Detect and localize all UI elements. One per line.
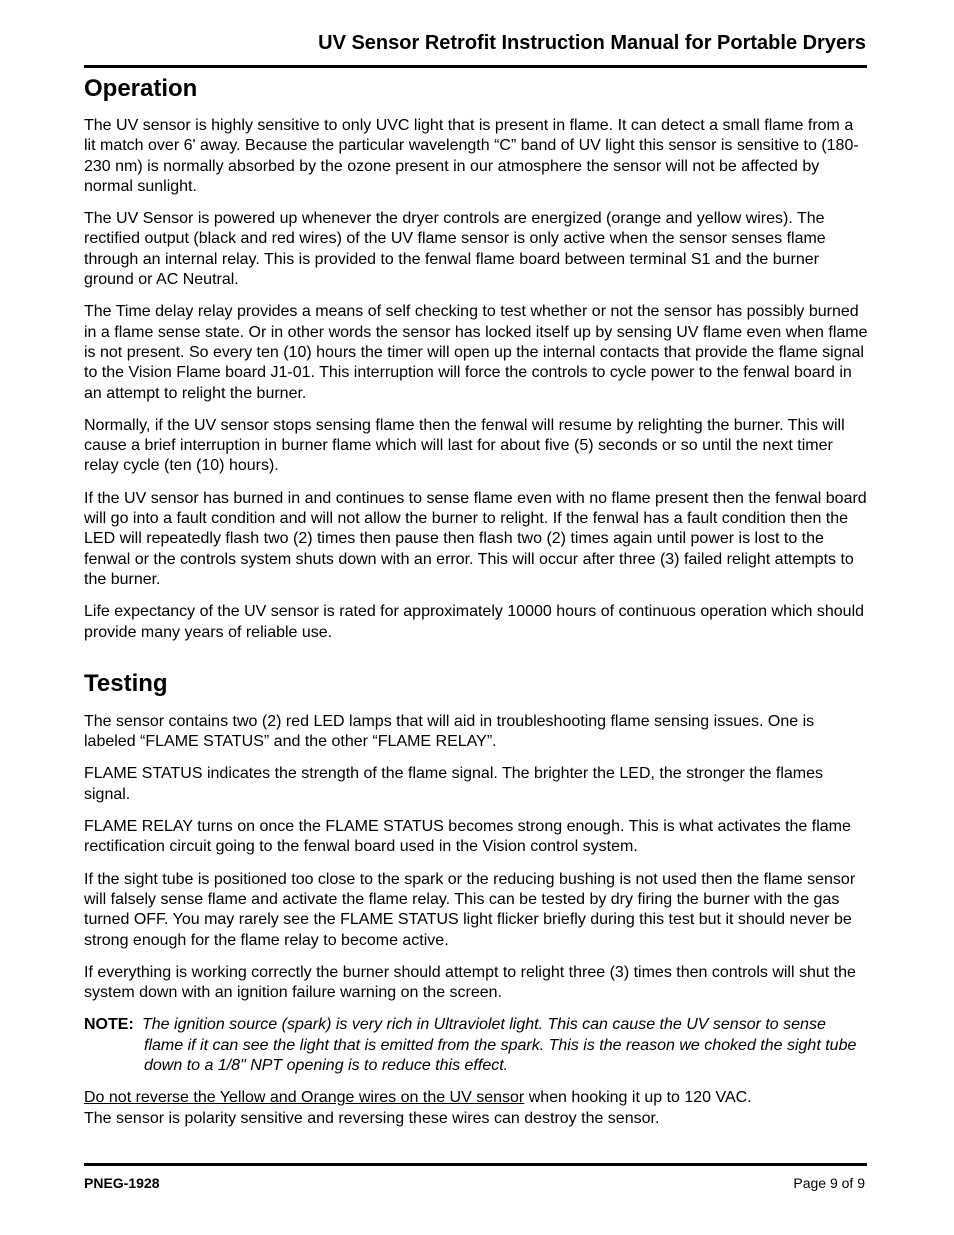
operation-paragraph: Life expectancy of the UV sensor is rated for approximately 10000 hours of continuous operation which should provide many years of reliable use. (84, 603, 865, 641)
testing-paragraph: The sensor contains two (2) red LED lamps that will aid in troubleshooting flame sensing issues. One is labeled “FLAME STATUS” and the other “FLAME RELAY”. (84, 712, 815, 751)
warning-underlined-text: Do not reverse the Yellow and Orange wires on the UV sensor (84, 1089, 525, 1107)
operation-paragraph: The UV Sensor is powered up whenever the dryer controls are energized (orange and yellow wires). The rectified output (black and red wires) of the UV flame sensor is only active when the sensor senses flame through an internal relay. This is provided to the fenwal flame board between terminal S1 and the burner ground or AC Neutral. (84, 210, 826, 289)
testing-paragraph: If everything is working correctly the burner should attempt to relight three (3) times then controls will shut the system down with an ignition failure warning on the screen. (84, 963, 856, 1002)
operation-section (84, 72, 868, 643)
operation-paragraph: The UV sensor is highly sensitive to only UVC light that is present in flame. It can detect a small flame from a lit match over 6' away. Because the particular wavelength “C” band of UV light this sensor is sensitive to (180-230 nm) is normally absorbed by the ozone present in our atmosphere the sensor will not be affected by normal sunlight. (84, 117, 859, 195)
operation-paragraph: Normally, if the UV sensor stops sensing flame then the fenwal will resume by relighting the burner. This will cause a brief interruption in burner flame which will last for about five (5) seconds or so until the next timer relay cycle (ten (10) hours). (84, 416, 845, 475)
testing-heading: Testing (84, 669, 168, 697)
warning-line-2: The sensor is polarity sensitive and reversing these wires can destroy the sensor. (84, 1109, 660, 1127)
testing-paragraph: FLAME STATUS indicates the strength of the flame signal. The brighter the LED, the stronger the flames signal. (84, 765, 824, 803)
note-label: NOTE: (84, 1016, 134, 1034)
footer-page-number: Page 9 of 9 (793, 1175, 865, 1191)
footer-divider (84, 1163, 867, 1166)
header-divider (84, 65, 867, 68)
document-header-title: UV Sensor Retrofit Instruction Manual for Portable Dryers (318, 32, 866, 54)
operation-paragraph: The Time delay relay provides a means of self checking to test whether or not the sensor has possibly burned in a flame sense state. Or in other words the sensor has locked itself up by sensing UV flame even when flame is not present. So every ten (10) hours the timer will open up the internal contacts that provide the flame signal to the Vision Flame board J1-01. This interruption will force the controls to cycle power to the fenwal board in an attempt to relight the burner. (84, 303, 868, 402)
operation-heading: Operation (84, 75, 198, 102)
warning-text: when hooking it up to 120 VAC. (524, 1089, 752, 1107)
testing-paragraph: FLAME RELAY turns on once the FLAME STATUS becomes strong enough. This is what activates the flame rectification circuit going to the fenwal board used in the Vision control system. (84, 818, 851, 856)
page-content (84, 72, 868, 1141)
note-block (84, 1015, 868, 1076)
testing-paragraph: If the sight tube is positioned too close to the spark or the reducing bushing is not used then the flame sensor will falsely sense flame and activate the flame relay. This can be tested by dry firing the burner with the gas turned OFF. You may rarely see the FLAME STATUS light flicker briefly during this test but it should never be strong enough for the flame relay to become active. (84, 870, 856, 949)
note-text: The ignition source (spark) is very rich in Ultraviolet light. This can cause the UV sensor to sense flame if it can see the light that is emitted from the spark. This is the reason we choked the sight tube down to a 1/8" NPT opening is to reduce this effect. (142, 1016, 857, 1074)
polarity-warning (84, 1088, 868, 1129)
testing-section (84, 667, 868, 1129)
footer-document-id: PNEG-1928 (84, 1175, 160, 1191)
operation-paragraph: If the UV sensor has burned in and continues to sense flame even with no flame present then the fenwal board will go into a fault condition and will not allow the burner to relight. If the fenwal has a fault condition then the LED will repeatedly flash two (2) times then pause then flash two (2) times again until power is lost to the fenwal or the controls system shuts down with an error. This will occur after three (3) failed relight attempts to the burner. (84, 489, 867, 588)
